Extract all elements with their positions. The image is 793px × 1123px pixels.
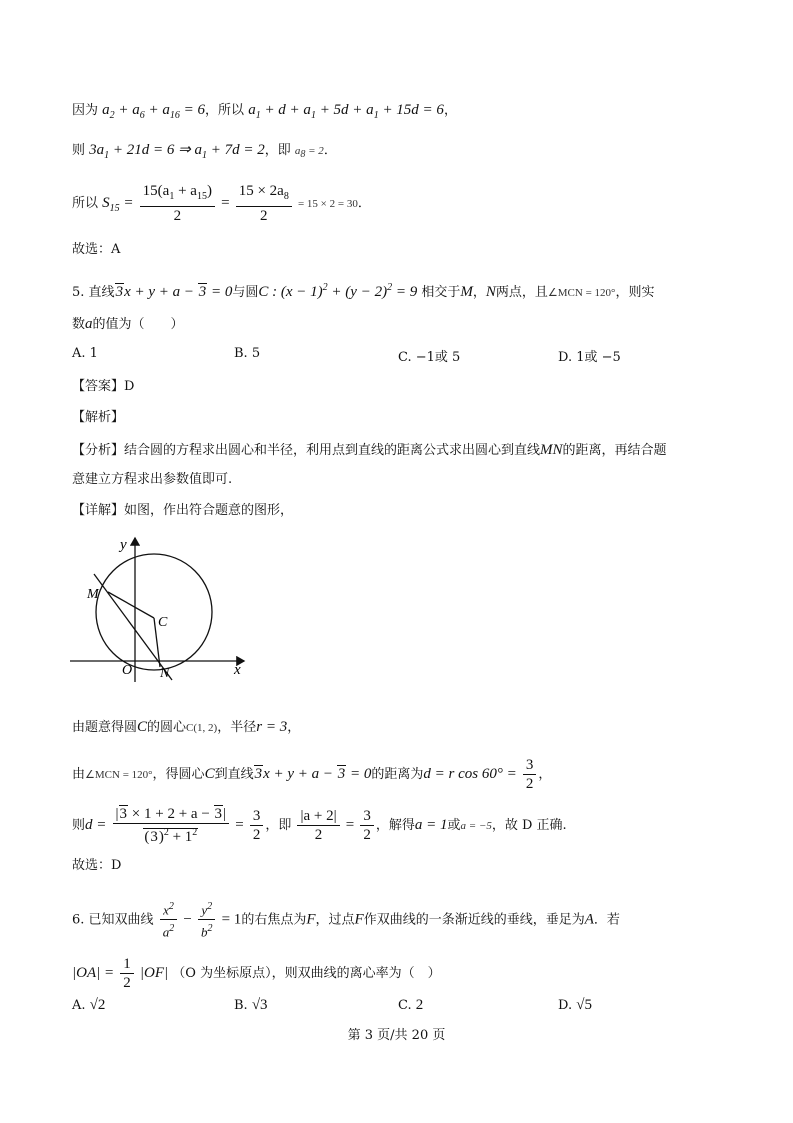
prev-answer: 故选：A — [72, 242, 121, 257]
label-o: O — [122, 663, 133, 678]
q6-option-a: A. √2 — [72, 997, 106, 1013]
q5-select: 故选：D — [72, 858, 122, 873]
label-y: y — [120, 537, 127, 553]
q5-solution-line-1: 由题意得圆C的圆心C(1, 2)，半径r = 3， — [72, 719, 301, 735]
math-expr: $a_1 + d + a_1 + 5d + a_1 + 15d = 6$ — [248, 102, 444, 121]
q6-stem-line-2: |OA| = $\frac{1}{2}$ |OF| （O 为坐标原点），则双曲线的离心率为（ ） — [72, 956, 441, 991]
math-expr: $a_2 + a_6 + a_{16} = 6$ — [102, 102, 206, 121]
q6-option-b: B. √3 — [234, 997, 268, 1013]
q5-stem-line-2: 数a的值为（ ） — [72, 316, 184, 332]
fraction: $\frac{y^2}{b^2}$ — [198, 898, 216, 942]
circle-figure — [68, 534, 253, 684]
q6-stem-line-1: 6. 已知双曲线 $\frac{x^2}{a^2}$ − $\frac{y^2}{b^2}$ = 1的右焦点为F，过点F作双曲线的一条渐近线的垂线，垂足为A．若 — [72, 898, 620, 942]
page-footer: 第 3 页/共 20 页 — [347, 1028, 446, 1043]
fraction: $\frac{|3 \times 1 + 2 + a - 3|}{(3)^2 + 1^2}$ — [113, 805, 230, 846]
q5-solution-line-2: 由∠MCN = 120°，得圆心C到直线3x + y + a − 3 = 0的距离为d = r cos 60° = $\frac{3}{2}$ ， — [72, 757, 552, 792]
prev-line-3: 所以 $S_{15}$ = $\frac{15(a_1 + a_{15})}{2}$ = $\frac{15 \times 2a_8}{2}$ = 15 × 2 = 30． — [72, 183, 371, 224]
circle-c — [96, 554, 212, 670]
math-expr: 3x + y + a − 3 = 0 — [254, 766, 372, 782]
label-c: C — [158, 615, 168, 630]
label-x: x — [234, 662, 241, 678]
label-m: M — [87, 587, 99, 602]
q5-option-c: C. −1或 5 — [398, 350, 461, 365]
fraction: $\frac{15 \times 2a_8}{2}$ — [236, 182, 292, 225]
math-expr: 3x + y + a − 3 = 0 — [115, 284, 233, 300]
math-expr: $3a_1 + 21d = 6$ ⇒ $a_1 + 7d = 2$ — [89, 142, 265, 161]
math-expr: $a_8 = 2$ — [294, 145, 324, 161]
q6-option-d: D. √5 — [558, 997, 592, 1013]
q5-solution-line-3: 则d = $\frac{|3 \times 1 + 2 + a - 3|}{(3)^2 + 1^2}$ = $\frac{3}{2}$ ，即 $\frac{|a + 2|}{2}$ = $\frac{3}{2}$ ，解得a = 1或a = −5，故 D 正确. — [72, 806, 567, 845]
q5-analysis-line-2: 意建立方程求出参数值即可. — [72, 472, 233, 487]
prev-line-1: 因为 $a_2 + a_6 + a_{16} = 6$，所以 $a_1 + d + a_1 + 5d + a_1 + 15d = 6$， — [72, 102, 457, 121]
fraction: $\frac{3}{2}$ — [523, 756, 537, 793]
q5-option-a: A. 1 — [72, 346, 98, 361]
fraction: $\frac{|a + 2|}{2}$ — [297, 807, 339, 844]
prev-line-2: 则 $3a_1 + 21d = 6$ ⇒ $a_1 + 7d = 2$，即 $a_8 = 2$． — [72, 142, 337, 161]
q5-option-b: B. 5 — [234, 346, 261, 361]
q5-stem-line-1: 5. 直线3x + y + a − 3 = 0与圆C : $(x - 1)^2 + (y - 2)^2 = 9$ 相交于M，N两点，且∠MCN = 120°，则实 — [72, 282, 655, 300]
label-n: N — [160, 666, 170, 681]
q5-analysis-label: 【解析】 — [72, 410, 125, 425]
q5-answer: 【答案】D — [72, 379, 135, 394]
q6-option-c: C. 2 — [398, 997, 424, 1013]
fraction: $\frac{x^2}{a^2}$ — [160, 898, 178, 942]
fraction: $\frac{3}{2}$ — [250, 807, 264, 844]
q5-detail: 【详解】如图，作出符合题意的图形， — [72, 503, 294, 518]
fraction: $\frac{1}{2}$ — [120, 955, 134, 992]
fraction: $\frac{15(a_1 + a_{15})}{2}$ — [140, 182, 215, 225]
q5-option-d: D. 1或 −5 — [558, 350, 621, 365]
segment-mc — [108, 592, 154, 618]
q5-analysis-line-1: 【分析】结合圆的方程求出圆心和半径，利用点到直线的距离公式求出圆心到直线MN的距离，再结合题 — [72, 442, 667, 458]
fraction: $\frac{3}{2}$ — [360, 807, 374, 844]
math-expr: C : $(x - 1)^2 + (y - 2)^2 = 9$ — [258, 282, 418, 300]
